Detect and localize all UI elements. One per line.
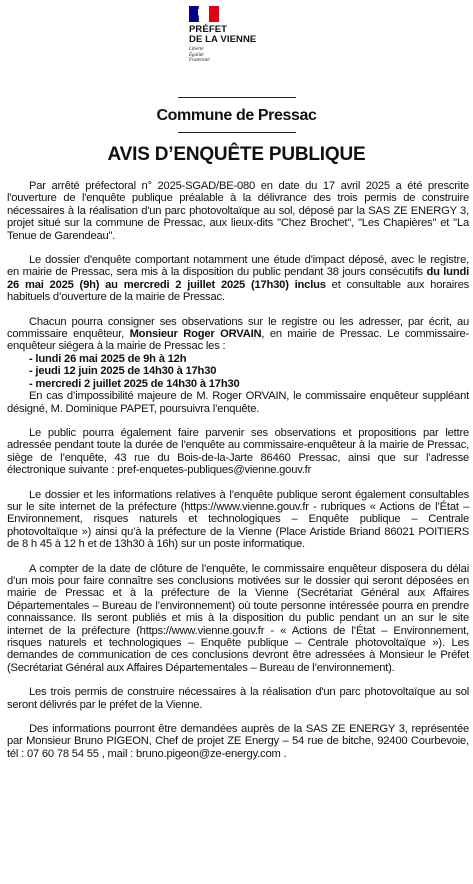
- paragraph-permits: Les trois permis de construire nécessaires à la réalisation d'un parc photovoltaïque au sol seront délivrés par le préfet de la Vienne.: [7, 686, 469, 711]
- list-item: - jeudi 12 juin 2025 de 14h30 à 17h30: [29, 365, 217, 378]
- notice-body: [7, 180, 469, 772]
- motto-fraternite: Fraternité: [189, 58, 210, 64]
- paragraph-decree: Par arrêté préfectoral n° 2025-SGAD/BE-080 en date du 17 avril 2025 a été prescrite l'ouverture de l'enquête publique préalable à la délivrance des trois permis de construire nécessaires à la réalisation d'un parc photovoltaïque au sol, déposé par la SAS ZE ENERGY 3, projet situé sur la commune de Pressac, aux lieux-dits "Chez Brochet", "Les Chapières" et "La Tenue de Garendeau".: [7, 180, 469, 242]
- top-divider: [178, 97, 296, 98]
- paragraph-dossier: [7, 254, 469, 304]
- list-item: - mercredi 2 juillet 2025 de 14h30 à 17h30: [29, 377, 240, 390]
- paragraph-website: Le dossier et les informations relatives à l’enquête publique seront également consultables sur le site internet de la préfecture (https://www.vienne.gouv.fr - rubriques « Actions de l’État – Environnement, risques naturels et technologiques – Enquête publique – Centrale photovoltaïque ») ainsi qu’à la préfecture de la Vienne (Place Aristide Briand 86021 POITIERS de 8 h 45 à 12 h et de 13h30 à 16h) sur un poste informatique.: [7, 488, 469, 551]
- logo-line-1: PRÉFET: [189, 24, 228, 35]
- paragraph-contact: Des informations pourront être demandées auprès de la SAS ZE ENERGY 3, représentée par Monsieur Bruno PIGEON, Chef de projet ZE Energy – 54 rue de bitche, 92400 Courbevoie, tél : 07 60 78 54 55 , mail : bruno.pigeon@ze-energy.com .: [7, 723, 469, 760]
- logo-line-2: DE LA VIENNE: [189, 34, 257, 45]
- paragraph-observations: [7, 316, 469, 353]
- dossier-text-end: et consultable aux horaires habituels d’ouverture de la mairie de Pressac.: [7, 278, 469, 304]
- commune-heading: Commune de Pressac: [156, 107, 317, 124]
- list-item: - lundi 26 mai 2025 de 9h à 12h: [29, 352, 187, 365]
- motto-liberte: Liberté: [189, 47, 204, 52]
- paragraph-substitute: En cas d’impossibilité majeure de M. Roger ORVAIN, le commissaire enquêteur suppléant désigné, M. Dominique PAPET, poursuivra l’enquête.: [7, 390, 469, 415]
- paragraph-conclusions: A compter de la date de clôture de l’enquête, le commissaire enquêteur disposera du délai d’un mois pour faire connaître ses conclusions motivées sur le dossier qui seront déposées en mairie de Pressac et à la préfecture de la Vienne (Secrétariat Général aux Affaires Départementales – Bureau de l’environnement) où toute personne intéressée pourra en prendre connaissance. Ils seront publiés et mis à la disposition du public pendant un an sur le site internet de la préfecture (https://www.vienne.gouv.fr - « Actions de l’État – Environnement, risques naturels et technologiques – Enquête publique – Centrale photovoltaïque »). Les demandes de communication de ces conclusions devront être adressées à Monsieur le Préfet (Secrétariat Général aux Affaires Départementales – Bureau de l’environnement).: [7, 562, 469, 674]
- prefecture-logo: [189, 6, 279, 64]
- enquiry-dates: du lundi 26 mai 2025 (9h) au mercredi 2 juillet 2025 (17h30) inclus: [7, 266, 469, 291]
- bottom-divider: [178, 132, 296, 133]
- observations-text: Chacun pourra consigner ses observations sur le registre ou les adresser, par écrit, au commissaire enquêteur,: [7, 315, 469, 341]
- permanence-dates-list: [7, 353, 469, 390]
- motto-egalite: Égalité: [189, 52, 204, 58]
- notice-title: AVIS D’ENQUÊTE PUBLIQUE: [107, 144, 366, 165]
- observations-text-end: , en mairie de Pressac. Le commissaire-enquêteur siégera à la mairie de Pressac les :: [7, 328, 470, 353]
- dossier-text: Le dossier d'enquête comportant notamment une étude d'impact déposé, avec le registre, en mairie de Pressac, sera mis à la disposition du public pendant 38 jours consécutifs: [7, 254, 469, 279]
- marianne-logo-icon: [189, 6, 219, 22]
- paragraph-mail: Le public pourra également faire parvenir ses observations et propositions par lettre adressée pendant toute la durée de l’enquête au commissaire-enquêteur à la mairie de Pressac, siège de l’enquête, 43 rue du Bois-de-la-Jarte 86460 Pressac, ainsi que sur l’adresse électronique suivante : pref-enquetes-publiques@vienne.gouv.fr: [7, 426, 469, 477]
- republic-motto: [189, 47, 279, 64]
- commissioner-name: Monsieur Roger ORVAIN: [129, 328, 262, 341]
